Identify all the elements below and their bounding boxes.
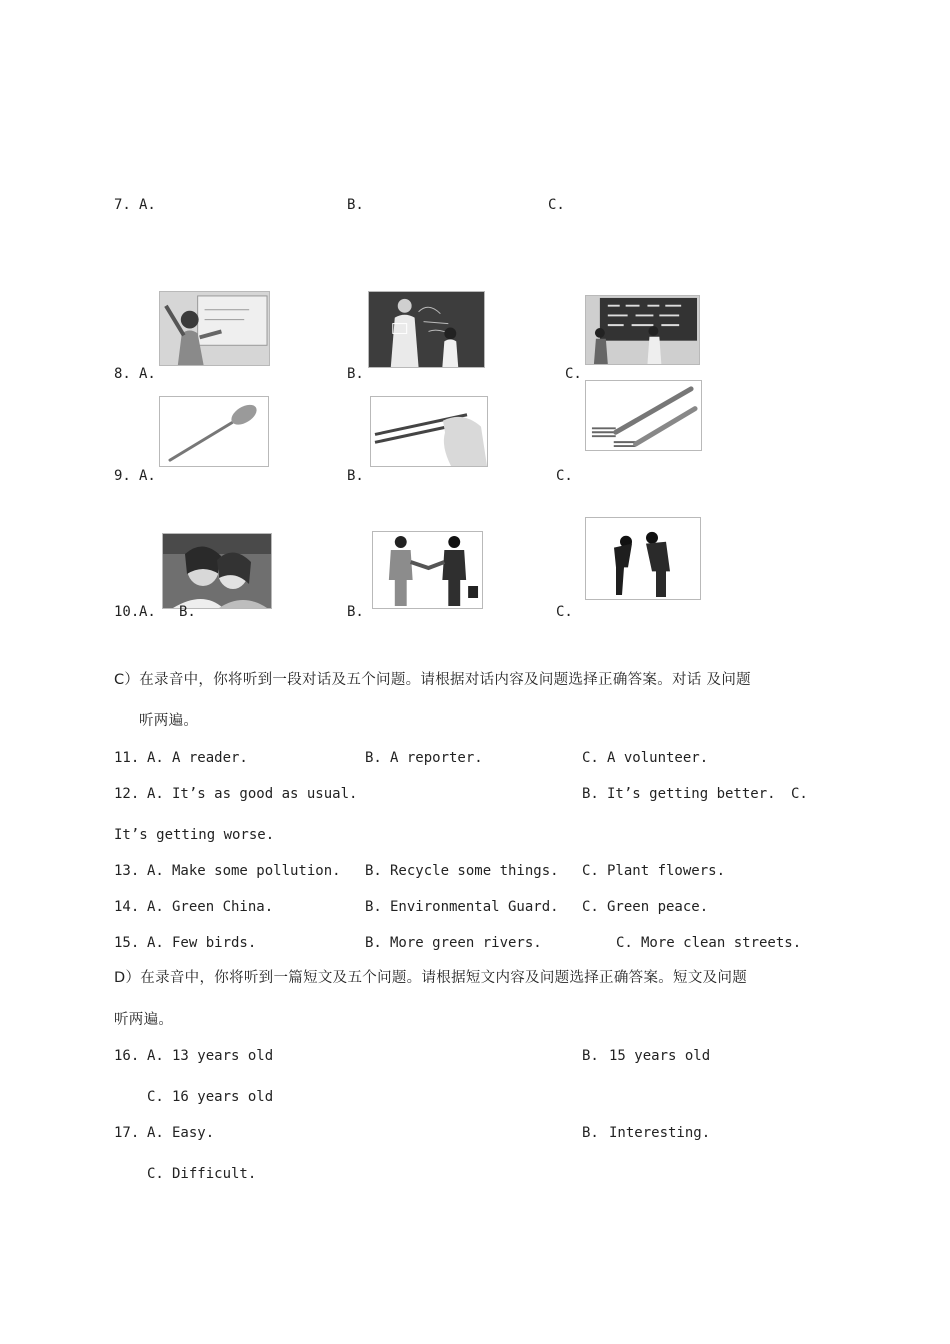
q7-option-b[interactable]: B.: [347, 197, 364, 213]
q14-option-c-letter[interactable]: C.: [582, 899, 599, 915]
q14-option-b-letter[interactable]: B.: [365, 899, 382, 915]
q12-option-b-letter[interactable]: B.: [582, 786, 599, 802]
q12-option-b-text: It’s getting better.: [607, 786, 776, 802]
q15-option-c-text: More clean streets.: [641, 935, 802, 951]
q11-option-c-letter[interactable]: C.: [582, 750, 599, 766]
teacher-at-whiteboard-image: [159, 291, 270, 366]
q11-option-c-text: A volunteer.: [607, 750, 709, 766]
section-c-instructions-cont: 听两遍。: [139, 713, 199, 729]
section-c-instructions: C）在录音中，你将听到一段对话及五个问题。请根据对话内容及问题选择正确答案。对话 及问题: [114, 672, 751, 688]
q15-number: 15.: [114, 935, 140, 951]
q13-option-b-letter[interactable]: B.: [365, 863, 382, 879]
teacher-and-student-at-blackboard-image: [368, 291, 485, 368]
forks-image: [585, 380, 702, 451]
q8-number: 8.: [114, 366, 131, 382]
q10-option-c[interactable]: C.: [556, 604, 573, 620]
spoon-image: [159, 396, 269, 467]
q14-option-a-letter[interactable]: A.: [147, 899, 164, 915]
q16-option-c-letter[interactable]: C.: [147, 1089, 164, 1105]
q8-option-b[interactable]: B.: [347, 366, 364, 382]
q11-option-b-letter[interactable]: B.: [365, 750, 382, 766]
q13-option-a-letter[interactable]: A.: [147, 863, 164, 879]
q15-option-c-letter[interactable]: C.: [616, 935, 633, 951]
q11-option-b-text: A reporter.: [390, 750, 483, 766]
q12-option-c-letter[interactable]: C.: [791, 786, 808, 802]
q15-option-a-letter[interactable]: A.: [147, 935, 164, 951]
q9-number: 9.: [114, 468, 131, 484]
q10-stray-label: B.: [179, 604, 196, 620]
q17-option-b-letter[interactable]: B.: [582, 1125, 599, 1141]
q16-number: 16.: [114, 1048, 140, 1064]
q16-option-a-text: 13 years old: [172, 1048, 274, 1064]
q8-option-a[interactable]: A.: [139, 366, 156, 382]
q13-option-a-text: Make some pollution.: [172, 863, 341, 879]
q17-option-c-letter[interactable]: C.: [147, 1166, 164, 1182]
q15-option-b-text: More green rivers.: [390, 935, 542, 951]
section-d-instructions: D）在录音中，你将听到一篇短文及五个问题。请根据短文内容及问题选择正确答案。短文及问题: [114, 970, 748, 986]
q11-number: 11.: [114, 750, 140, 766]
q14-number: 14.: [114, 899, 140, 915]
q9-option-c[interactable]: C.: [556, 468, 573, 484]
q15-option-a-text: Few birds.: [172, 935, 257, 951]
q15-option-b-letter[interactable]: B.: [365, 935, 382, 951]
q11-option-a-text: A reader.: [172, 750, 248, 766]
q12-option-a-text: It’s as good as usual.: [172, 786, 358, 802]
q9-option-b[interactable]: B.: [347, 468, 364, 484]
q10-number: 10.: [114, 604, 140, 620]
q9-option-a[interactable]: A.: [139, 468, 156, 484]
q7-number: 7.: [114, 197, 131, 213]
q17-option-a-text: Easy.: [172, 1125, 215, 1141]
q10-option-b[interactable]: B.: [347, 604, 364, 620]
q13-option-c-letter[interactable]: C.: [582, 863, 599, 879]
q16-option-b-letter[interactable]: B.: [582, 1048, 599, 1064]
q7-option-a[interactable]: A.: [139, 197, 156, 213]
q16-option-a-letter[interactable]: A.: [147, 1048, 164, 1064]
q17-option-b-text: Interesting.: [609, 1125, 711, 1141]
q13-option-b-text: Recycle some things.: [390, 863, 559, 879]
q17-number: 17.: [114, 1125, 140, 1141]
people-kissing-cheeks-image: [162, 533, 272, 609]
q8-option-c[interactable]: C.: [565, 366, 582, 382]
q12-option-a-letter[interactable]: A.: [147, 786, 164, 802]
chopsticks-image: [370, 396, 488, 467]
q12-number: 12.: [114, 786, 140, 802]
q14-option-b-text: Environmental Guard.: [390, 899, 559, 915]
q16-option-b-text: 15 years old: [609, 1048, 711, 1064]
q7-option-c[interactable]: C.: [548, 197, 565, 213]
businessmen-shaking-hands-image: [372, 531, 483, 609]
q10-option-a[interactable]: A.: [139, 604, 156, 620]
people-bowing-image: [585, 517, 701, 600]
section-d-instructions-cont: 听两遍。: [114, 1012, 174, 1028]
q13-option-c-text: Plant flowers.: [607, 863, 726, 879]
q13-number: 13.: [114, 863, 140, 879]
q14-option-c-text: Green peace.: [607, 899, 709, 915]
q12-option-c-text: It’s getting worse.: [114, 827, 275, 843]
q17-option-a-letter[interactable]: A.: [147, 1125, 164, 1141]
q14-option-a-text: Green China.: [172, 899, 274, 915]
q11-option-a-letter[interactable]: A.: [147, 750, 164, 766]
q16-option-c-text: 16 years old: [172, 1089, 274, 1105]
students-at-blackboard-image: [585, 295, 700, 365]
q17-option-c-text: Difficult.: [172, 1166, 257, 1182]
